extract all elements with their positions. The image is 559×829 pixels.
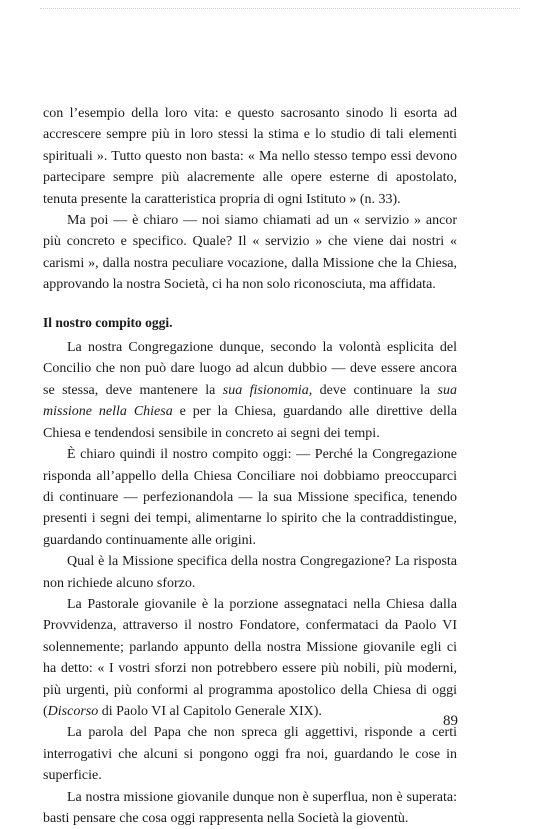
text-run: deve continuare la (312, 382, 438, 398)
spacer (43, 296, 457, 312)
intro-paragraph-2: Ma poi — è chiaro — noi siamo chiamati ad un « servizio » ancor più concreto e specifico. Quale? Il « servizio » che viene dai nostri « carismi », dalla nostra peculiare vocazione, dalla Missione che la Chiesa, approvando la nostra Società, ci ha non solo riconosciuta, ma affidata. (43, 213, 457, 293)
scan-edge-artifact (40, 8, 520, 10)
section-paragraph-2: È chiaro quindi il nostro compito oggi: — Perché la Congregazione risponda all’appello della Chiesa Conciliare noi dobbiamo preoccuparci di continuare — perfezionandola — la sua Missione specifica, tenendo presenti i segni dei tempi, alimentarne lo spirito che la contraddistingue, guardando continuamente alle origini. (43, 447, 457, 548)
page-body (43, 103, 457, 829)
section-paragraph-6: La nostra missione giovanile dunque non è superflua, non è superata: basti pensare che cosa oggi rappresenta nella Società la gioventù. (43, 789, 457, 826)
section-paragraph-5: La parola del Papa che non spreca gli aggettivi, risponde a certi interrogativi che alcuni si pongono oggi fra noi, guardando le cose in superficie. (43, 725, 457, 784)
section-paragraph-3: Qual è la Missione specifica della nostra Congregazione? La risposta non richiede alcuno sforzo. (43, 554, 457, 591)
page-number: 89 (443, 713, 458, 729)
section-paragraph-4 (43, 594, 457, 722)
italic-phrase: Discorso (47, 703, 99, 719)
text-run: La Pastorale giovanile è la porzione assegnataci nella Chiesa dalla Provvidenza, attraverso il nostro Fondatore, confermataci da Paolo VI solennemente; parlando appunto della nostra Missione giovanile egli ci ha detto: « I vostri sforzi non potrebbero essere più nobili, più moderni, più urgenti, più conformi al programma apostolico della Chiesa di oggi ( (43, 596, 457, 719)
text-run: di Paolo VI al Capitolo Generale XIX). (98, 703, 322, 719)
intro-paragraph-1: con l’esempio della loro vita: e questo sacrosanto sinodo li esorta ad accrescere sempre più in loro stessi la stima e lo studio di tali elementi spirituali ». Tutto questo non basta: « Ma nello stesso tempo essi devono partecipare sempre più alacremente alle opere esterne di apostolato, tenuta presente la caratteristica propria di ogni Istituto » (n. 33). (43, 106, 457, 207)
text-run: La nostra Congregazione dunque, secondo la volontà esplicita del Concilio che non può dare luogo ad alcun dubbio — deve essere ancora se stessa, deve mantenere la (43, 340, 457, 398)
text-run: e per la Chiesa, guardando alle direttive della Chiesa e tendendosi sensibile in concreto ai segni dei tempi. (43, 404, 457, 441)
italic-phrase: sua fisionomia, (222, 382, 313, 398)
italic-phrase: sua missione nella Chiesa (43, 382, 457, 420)
section-paragraph-1 (43, 337, 457, 444)
section-heading: Il nostro compito oggi. (43, 314, 173, 330)
